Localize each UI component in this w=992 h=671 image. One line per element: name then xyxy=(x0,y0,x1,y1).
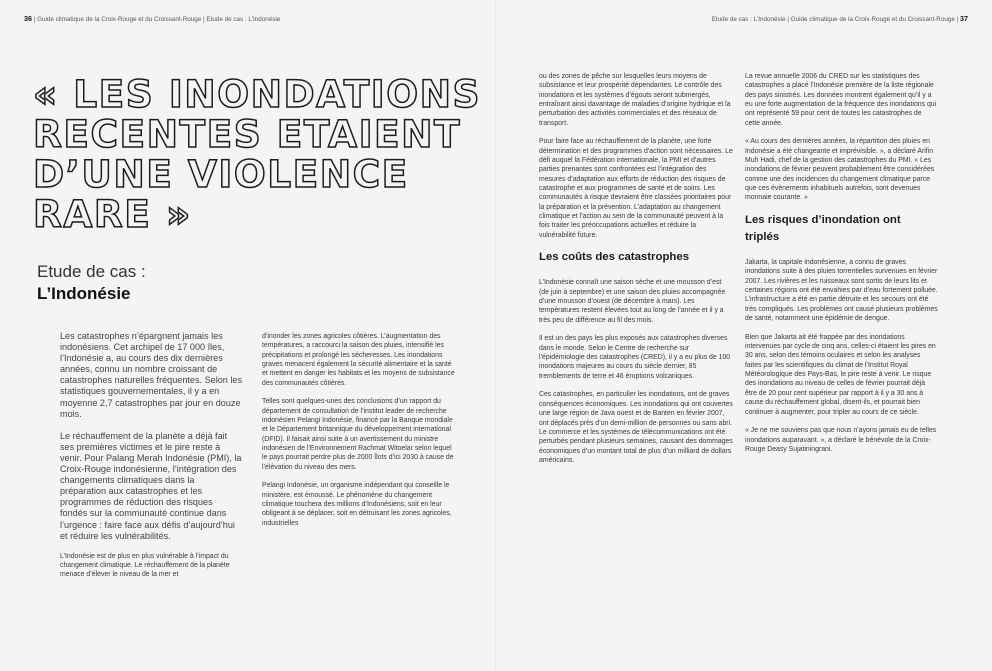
running-title-left: | Guide climatique de la Croix-Rouge et du Croissant-Rouge | Etude de cas : L’Indonésie xyxy=(33,16,281,23)
body-paragraph: Telles sont quelques-unes des conclusions d’un rapport du département de consultation de l’institut leader de recherche indonésien Pelangi Indonésie, financé par la Banque mondiale et le Département britannique du développement international (DFID). Il faisait ainsi suite à un avertissement du ministre indonésien de l’Environnement Rachmat Witoelar selon lequel le pays pourrait perdre plus de 2000 îlots d’ici 2030 à cause de l’élévation du niveau des mers. xyxy=(262,398,454,471)
column-2 xyxy=(262,332,457,537)
lead-paragraph: Les catastrophes n’épargnent jamais les indonésiens. Cet archipel de 17 000 îles, l’Indonésie a, au cours des dix dernières années, connu un nombre croissant de catastrophes naturelles fréquentes. Selon les statistiques gouvernementales, il y a en moyenne 2,7 catastrophes par jour en douze mois. xyxy=(60,331,242,419)
body-paragraph: Bien que Jakarta ait été frappée par des inondations intervenues par cycle de cinq ans, celles-ci étaient les pires en 30 ans, selon des témoins oculaires et selon les analyses faites par les scientifiques du climat de l’Institut Royal Météorologique des Pays-Bas, le pire reste à venir. Le risque des inondations au niveau de celles de février pourrait déjà être de 20 pour cent supérieur par rapport à il y a 30 ans à cause du réchauffement global, disent-ils, et pourrait bien continuer à augmenter, pour tripler au cours de ce siècle. xyxy=(745,333,936,416)
headline-line: RECENTES ETAIENT xyxy=(33,112,462,156)
body-paragraph: ou des zones de pêche sur lesquelles leurs moyens de subsistance et leur prospérité dépendantes. Le contrôle des inondations et les systèmes d’égouts seront submergés, entraînant ainsi davantage de maladies d’origine hydrique et la perturbation des activités commerciales et des réseaux de transport. xyxy=(539,73,731,127)
section-heading: Les coûts des catastrophes xyxy=(539,251,690,264)
body-paragraph: Pelangi Indonésie, un organisme indépendant qui conseille le ministère, est émoussé. Le phénomène du changement climatique touchera des millions d’Indonésiens, soit en leur obligeant à se déplacer, soit en détruisant les zones agricoles, industrielles xyxy=(262,482,452,527)
column-1 xyxy=(60,331,242,591)
body-paragraph: Il est un des pays les plus exposés aux catastrophes diverses dans le monde. Selon le Centre de recherche sur l’épidémiologie des catastrophes (CRED), il y a eu plus de 100 inondations majeures au cours du siècle dernier, 85 tremblements de terre et 46 éruptions volcaniques. xyxy=(539,335,731,380)
pull-quote-headline xyxy=(33,74,493,234)
lead-paragraph: Le réchauffement de la planète a déjà fait ses premières victimes et le pire reste à venir. Pour Palang Merah Indonésie (PMI), la Croix-Rouge indonésienne, l’intégration des changements climatiques dans la préparation aux catastrophes et les programmes de réduction des risques fondés sur la communauté continue dans l’urgence : faire face aux défis d’aujourd’hui et réduire les vulnérabilités. xyxy=(60,430,242,541)
page-gutter xyxy=(495,0,497,671)
headline-line: D’UNE VIOLENCE xyxy=(33,152,409,196)
column-3 xyxy=(539,72,733,475)
case-study-label: Etude de cas : xyxy=(37,262,146,281)
body-paragraph: L’Indonésie connaît une saison sèche et une mousson d’est (de juin à septembre) et une saison des pluies accompagnée d’une mousson d’ouest (de décembre à mars). Les températures restent élevées tout au long de l’année et il y a très peu de différence au fil des mois. xyxy=(539,279,726,324)
running-title-right: Etude de cas : L’Indonésie | Guide climatique de la Croix-Rouge et du Croissant-Rouge | xyxy=(711,16,959,23)
body-paragraph: Jakarta, la capitale indonésienne, a connu de graves inondations suite à des pluies torrentielles survenues en février 2007. Les rivières et les ruisseaux sont sortis de leurs lits et certaines régions ont été envahies par d’eau fortement polluée. L’infrastructure a été en partie détruite et les secours ont été très compliqués. Les problèmes ont causé plusieurs problèmes de santé, notamment une épidémie de dengue. xyxy=(745,259,938,323)
section-heading: Les risques d’inondation ont triplés xyxy=(745,214,901,244)
headline-line: « LES INONDATIONS xyxy=(33,72,481,116)
body-paragraph: L’Indonésie est de plus en plus vulnérable à l’impact du changement climatique. Le réchauffement de la planète menace d’élever le niveau de la mer et xyxy=(60,552,230,579)
column-4 xyxy=(745,72,938,463)
body-paragraph: « Au cours des dernières années, la répartition des pluies en Indonésie a été changeante et imprévisible. », a déclaré Arifin Muh Hadi, chef de la gestion des catastrophes du PMI. « Les inondations de février peuvent probablement être considérées comme une des incidences du changement climatique parce que ces évènements inhabituels autrefois, sont devenues monnaie courante. » xyxy=(745,138,935,202)
body-paragraph: Ces catastrophes, en particulier les inondations, ont de graves conséquences économiques. Les inondations qui ont couvertes une large région de Java ouest et de Banten en février 2007, ont déplacés près d’un demi-million de personnes ou sans abri. Le commerce et les systèmes de télécommunications ont été perturbés pendant plusieurs semaines, causant des dommages économiques d’un montant total de plus d’un milliard de dollars américains. xyxy=(539,391,733,464)
body-paragraph: « Je ne me souviens pas que nous n’ayons jamais eu de telles inondations auparavant. », a déclaré le bénévole de la Croix-Rouge Deasy Sujatiningrani. xyxy=(745,427,937,453)
body-paragraph: Pour faire face au réchauffement de la planète, une forte détermination et des programmes d’action sont nécessaires. Le défi auquel la Fédération internationale, la PMI et d’autres parties prenantes sont confrontées est l’intégration des mesures d’adaptation aux efforts de réduction des risques de catastrophe et aux programmes de santé et de soins. Les communautés à risque devraient être classées prioritaires pour la préparation et la prévention. L’adaptation au changement climatique et l’action au sein de la communauté peuvent à la fois traiter les préoccupations actuelles et réduire la vulnérabilité future. xyxy=(539,138,733,239)
running-head-left xyxy=(24,14,280,23)
case-study-title: L’Indonésie xyxy=(37,284,131,303)
body-paragraph: La revue annuelle 2006 du CRED sur les statistiques des catastrophes a placé l’Indonésie première de la liste régionale des pays sinistrés. Les données montrent également qu’il y a eu une forte augmentation de la fréquence des inondations qui ont représenté 59 pour cent de toutes les catastrophes de cette année. xyxy=(745,73,937,127)
page-number-left: 36 xyxy=(24,14,32,23)
running-head-right xyxy=(712,14,968,23)
page-number-right: 37 xyxy=(960,14,968,23)
headline-line: RARE » xyxy=(33,192,192,236)
body-paragraph: d’inonder les zones agricoles côtières. L’augmentation des températures, a raccourci la saison des pluies, intensifié les précipitations et prolongé les sécheresses. Les inondations graves menacent également la sécurité alimentaire et la santé et mettent en danger les habitats et les moyens de subsistance des communautés côtières. xyxy=(262,333,455,387)
